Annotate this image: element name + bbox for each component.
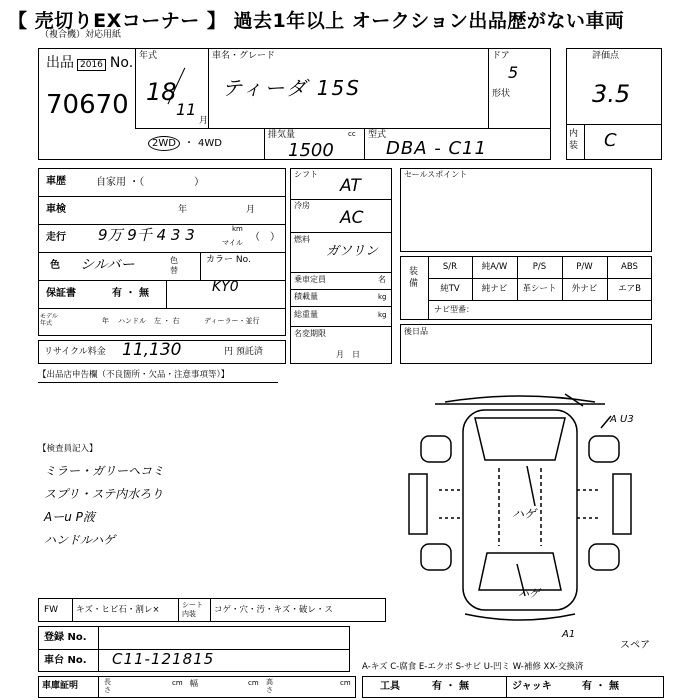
color-number-label: カラー No.	[206, 255, 251, 265]
inspection-month-unit: 月	[246, 205, 256, 215]
color-change-label: 色替	[170, 256, 178, 275]
damage-note: A U3	[610, 414, 634, 425]
jack-label: ジャッキ	[512, 681, 552, 692]
color-label: 色	[50, 260, 60, 271]
interior-label: 内装	[569, 129, 579, 151]
recycle-unit: 円 預託済	[224, 347, 263, 357]
weight-label: 総重量	[294, 310, 318, 319]
equip-cell: S/R	[442, 262, 458, 272]
color-value: シルバー	[80, 257, 135, 273]
handle-value: 左 ・ 右	[154, 317, 180, 325]
inspector-note: ミラー・ガリーヘコミ	[44, 464, 165, 478]
recycle-label: リサイクル料金	[44, 347, 106, 357]
chassis-value: C11-121815	[112, 650, 215, 668]
chassis-label: 車台 No.	[44, 655, 87, 666]
name-change-unit: 月 日	[336, 350, 360, 359]
garage-cert-label: 車庫証明	[42, 681, 79, 691]
grade-value: 3.5	[592, 80, 631, 108]
inspector-note: Aーu P液	[44, 510, 95, 524]
recycle-value: 11,130	[122, 340, 182, 360]
warranty-label: 保証書	[46, 288, 76, 299]
damage-note: A1	[562, 629, 576, 640]
ac-value: AC	[340, 208, 364, 228]
fuel-value: ガソリン	[326, 244, 379, 259]
equip-cell: 外ナビ	[571, 284, 598, 294]
tools-value: 有 ・ 無	[432, 681, 469, 692]
nav-model-label: ナビ型番：	[434, 305, 474, 314]
drive-2wd-circled: 2WD	[148, 136, 180, 151]
cert-width-label: 幅	[190, 679, 198, 688]
history-value: 自家用 ・（ ）	[96, 177, 205, 188]
cert-height-unit: cm	[340, 679, 351, 687]
equip-cell: P/W	[576, 262, 593, 272]
name-change-label: 名変期限	[294, 329, 326, 338]
month-value: 11	[176, 100, 197, 119]
paper-type-note: （複合機）対応用紙	[40, 30, 122, 40]
interior-value: C	[604, 130, 617, 151]
model-value: ティーダ 15S	[222, 76, 361, 100]
inspector-note: スプリ・ステ内水ろり	[44, 487, 164, 501]
fw-label: FW	[44, 605, 59, 615]
model-label: 車名・グレード	[212, 51, 276, 61]
cert-length-label: 長さ	[104, 678, 111, 694]
shift-label: シフト	[294, 170, 318, 179]
equip-cell: 純TV	[440, 284, 460, 294]
mileage-paren: （ ）	[250, 232, 280, 243]
later-items-box	[400, 324, 652, 364]
fuel-label: 燃料	[294, 235, 310, 244]
mileage-km: km	[232, 225, 243, 233]
banner-title: 【 売切りEXコーナー 】 過去1年以上 オークション出品歴がない車両	[8, 10, 625, 32]
weight-unit: kg	[378, 311, 387, 319]
displacement-unit: cc	[348, 130, 356, 138]
year-label: 年式	[139, 51, 158, 61]
grade-label: 評価点	[592, 51, 620, 61]
lot-year-tag: 2016	[77, 59, 106, 71]
ac-label: 冷房	[294, 201, 310, 210]
seats-unit: 名	[378, 275, 386, 284]
model-year-unit: 年	[102, 317, 109, 325]
type-label: 型式	[368, 130, 387, 140]
shape-label: 形状	[492, 89, 511, 99]
history-label: 車歴	[46, 176, 66, 187]
damage-legend: A-キズ C-腐食 E-エクボ S-サビ U-凹ミ W-補修 XX-交換済	[362, 662, 584, 672]
sheet-label: シート内装	[182, 601, 203, 618]
model-year-label: モデル年式	[40, 313, 58, 327]
mileage-value: 9万 9千 4 3 3	[98, 226, 195, 244]
handle-label: ハンドル	[118, 317, 146, 325]
load-label: 積載量	[294, 292, 318, 301]
damage-note: ハゲ	[518, 587, 540, 600]
inspector-note: ハンドルハゲ	[44, 533, 116, 547]
type-value: DBA - C11	[386, 138, 487, 159]
dealer-label: ディーラー・並行	[204, 317, 260, 325]
cert-length-unit: cm	[172, 679, 183, 687]
lot-number: 70670	[46, 90, 129, 120]
sales-point-label: セールスポイント	[404, 170, 468, 179]
inspection-year-unit: 年	[178, 205, 188, 215]
equip-cell: 革シート	[522, 284, 557, 294]
door-value: 5	[508, 63, 519, 82]
inspection-label: 車検	[46, 204, 66, 215]
shift-value: AT	[340, 176, 361, 196]
warranty-value: 有 ・ 無	[112, 288, 149, 299]
year-value: 18	[146, 78, 177, 106]
drive-field: 2WD ・ 4WD	[148, 139, 222, 149]
equip-cell: ABS	[621, 262, 638, 272]
later-items-label: 後日品	[404, 327, 428, 336]
color-number-value: KY0	[212, 279, 239, 295]
sheet-text: コゲ・穴・汚・キズ・破レ・ス	[214, 605, 333, 615]
equipment-label: 装備	[409, 267, 419, 289]
sales-point-box	[400, 168, 652, 252]
lot-label: 出品 2016 No.	[46, 55, 134, 71]
month-unit: 月	[199, 116, 209, 126]
damage-note: ハゲ	[512, 507, 537, 521]
jack-value: 有 ・ 無	[582, 681, 619, 692]
declaration-label: 【出品店申告欄（不良箇所・欠品・注意事項等）】	[38, 370, 230, 380]
load-unit: kg	[378, 293, 387, 301]
equip-cell: エアB	[618, 284, 641, 294]
tools-label: 工具	[380, 681, 400, 692]
door-label: ドア	[492, 51, 510, 61]
mileage-label: 走行	[46, 232, 66, 243]
registration-label: 登録 No.	[44, 632, 87, 643]
mileage-mile: マイル	[222, 239, 243, 247]
equip-cell: P/S	[532, 262, 547, 272]
cert-width-unit: cm	[248, 679, 259, 687]
seats-label: 乗車定員	[294, 275, 326, 284]
fw-text: キズ・ヒビ石・割レ×	[76, 605, 160, 615]
displacement-label: 排気量	[268, 130, 296, 140]
equip-cell: 純ナビ	[481, 284, 508, 294]
cert-height-label: 高さ	[266, 678, 273, 694]
equip-cell: 純A/W	[481, 262, 508, 272]
inspector-label: 【検査員記入】	[38, 444, 98, 454]
displacement-value: 1500	[288, 140, 334, 161]
spare-label: スペア	[620, 640, 650, 651]
